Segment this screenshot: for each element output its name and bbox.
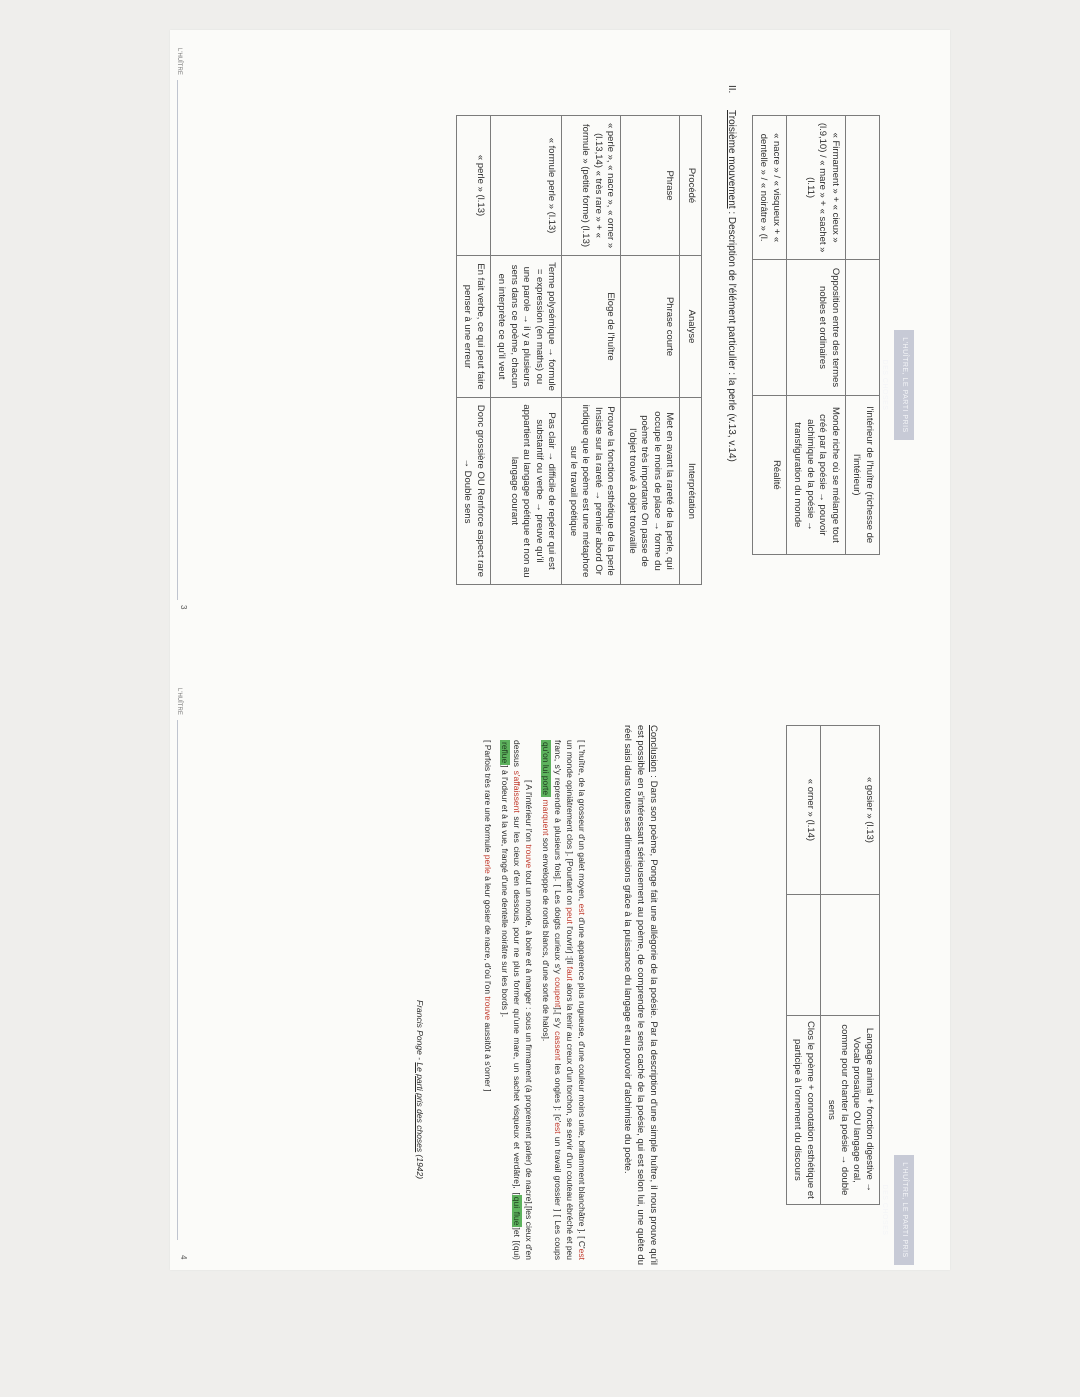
table-cell: « nacre » / « visqueux + « dentelle » / « noirâtre » (l.: [753, 116, 787, 260]
poem-stanza-3: [ Parfois très rare une formule perle à leur gosier de nacre, d'où l'on trouve aussitôt à s'orner ]: [483, 740, 493, 1092]
section-number: II.: [726, 85, 737, 94]
footer-label: L'HUÎTRE: [176, 688, 182, 715]
header-procede: Procédé: [680, 116, 702, 256]
table-row: [491, 116, 563, 585]
section-label: Troisième mouvement: [726, 110, 737, 209]
table-cell: Donc grossière OU Renforce aspect rare → Double sens: [457, 398, 491, 585]
table-cell: « gosier » (l.13): [821, 726, 880, 895]
header-band: L'HUÎTRE, LE PARTI PRIS DES CHOSES: [894, 330, 914, 440]
document-spread: [170, 30, 950, 1270]
table-cell: « perle », « nacre », « orner » (l.13,14) « très rare » + « formule » (petite forme) (l.13): [562, 116, 621, 256]
table-cell: [846, 260, 880, 395]
table-cell: Terme polysémique → formule = expression (en maths) ou une parole → il y a plusieurs sens dans ce poème, chacun en interprète ce qu'il veut: [491, 256, 563, 398]
table-cell: Réalité: [753, 395, 787, 554]
poem-signature: Francis Ponge - Le parti pris des choses (1942): [415, 1000, 425, 1180]
table-cell: [846, 116, 880, 260]
table-cell: « formule perle » (l.13): [491, 116, 563, 256]
table-row: [753, 116, 787, 555]
table-row: [787, 116, 846, 555]
table-row: [787, 726, 821, 1205]
poem-stanza-2: [ A l'intérieur l'on trouve tout un monde, à boire et à manger : sous un firmament (à proprement parler) de nacre],[les cieux d'en dessus s'affaissent sur les cieux d'en dessous, pour ne plus former qu'une mare, un sachet visqueux et verdâtre], [qui flue]et [(qui) reflue] à l'odeur et à la vue, frangé d'une dentelle noirâtre sur les bords ].: [500, 740, 534, 1260]
table-cell: « perle » (l.13): [457, 116, 491, 256]
section-title: : Description de l'élément particulier : la perle (v.13, v.14): [726, 208, 737, 462]
table-cell: Met en avant la rareté de la perle, qui occupe le moins de place → forme du poème très importante On passe de l'objet trouvé à objet trouvaille: [621, 398, 680, 585]
analysis-table-continued: [752, 115, 880, 555]
table-cell: [787, 894, 821, 1015]
page-3: [170, 30, 950, 630]
table-cell: Clos le poème + connotation esthétique et participe à l'ornement du discours: [787, 1015, 821, 1204]
table-cell: « orner » (l.14): [787, 726, 821, 895]
table-cell: Pas clair → difficile de repérer qui est substantif ou verbe → preuve qu'il appartient au langage poétique et non au langage courant: [491, 398, 563, 585]
analysis-table-pearl: [456, 115, 702, 585]
annotated-poem: [477, 740, 588, 1260]
page-number: 3: [179, 605, 188, 610]
table-cell: Prouve la fonction esthétique de la perle Insiste sur la rareté → premier abord Or indique que le poème est une métaphore sur le travail poétique: [562, 398, 621, 585]
table-cell: [821, 894, 880, 1015]
table-row: [846, 116, 880, 555]
table-row: [457, 116, 491, 585]
conclusion-label: Conclusion: [648, 725, 659, 772]
conclusion-text: : Dans son poème, Ponge fait une allégorie de la poésie. Par la description d'une simple huître, il nous prouve qu'il est possible en s'intéressant sérieusement au poème, de comprendre le sens caché de la poésie, qui est selon lui, une quête du réel saisi dans toutes ses dimensions grâce à la puissance du langage et au pouvoir d'alchimiste du poète.: [622, 725, 659, 1265]
table-cell: Eloge de l'huître: [562, 256, 621, 398]
table-cell: l'intérieur de l'huître (richesse de l'intérieur): [846, 395, 880, 554]
table-cell: Phrase: [621, 116, 680, 256]
table-cell: [753, 260, 787, 395]
header-interpretation: Interprétation: [680, 398, 702, 585]
section-heading: [725, 85, 738, 605]
header-band: L'HUÎTRE, LE PARTI PRIS DES CHOSES: [894, 1155, 914, 1265]
table-cell: « Firmament » + « cieux » (l.9,10) / « mare » + « sachet » (l.11): [787, 116, 846, 260]
footer-label: L'HUÎTRE: [176, 48, 182, 75]
table-cell: En fait verbe, ce qui peut faire penser à une erreur: [457, 256, 491, 398]
table-cell: Monde riche où se mélange tout créé par la poésie → pouvoir alchimique de la poésie → transfiguration du monde: [787, 395, 846, 554]
conclusion-paragraph: [621, 725, 660, 1265]
footer-rule: [177, 720, 178, 1240]
page-4: [170, 670, 950, 1270]
page-number: 4: [179, 1255, 188, 1260]
poem-stanza-1: [ L'huître, de la grosseur d'un galet moyen, est d'une apparence plus rugueuse, d'une couleur moins unie, brillamment blanchâtre ]. [ C'est un monde opiniâtrement clos ]. [Pourtant on peut l'ouvrir] :[il faut alors la tenir au creux d'un torchon, se servir d'un couteau ébréché et peu franc, s'y reprendre à plusieurs fois]. [ Les doigts curieux s'y coupent],[ s'y cassent les ongles ]: [c'est un travail grossier ] [ Les coups qu'on lui porte marquent son enveloppe de ronds blancs, d'une sorte de halos].: [541, 740, 587, 1261]
table-row: [621, 116, 680, 585]
table-row: [562, 116, 621, 585]
table-row: [821, 726, 880, 1205]
analysis-table-end: [786, 725, 880, 1205]
footer-rule: [177, 80, 178, 600]
table-cell: Langage animal + fonction digestive → Vocab prosaïque OU langage oral, comme pour chanter la poésie → double sens: [821, 1015, 880, 1204]
table-cell: Phrase courte: [621, 256, 680, 398]
table-cell: Opposition entre des termes nobles et ordinaires: [787, 260, 846, 395]
header-analyse: Analyse: [680, 256, 702, 398]
